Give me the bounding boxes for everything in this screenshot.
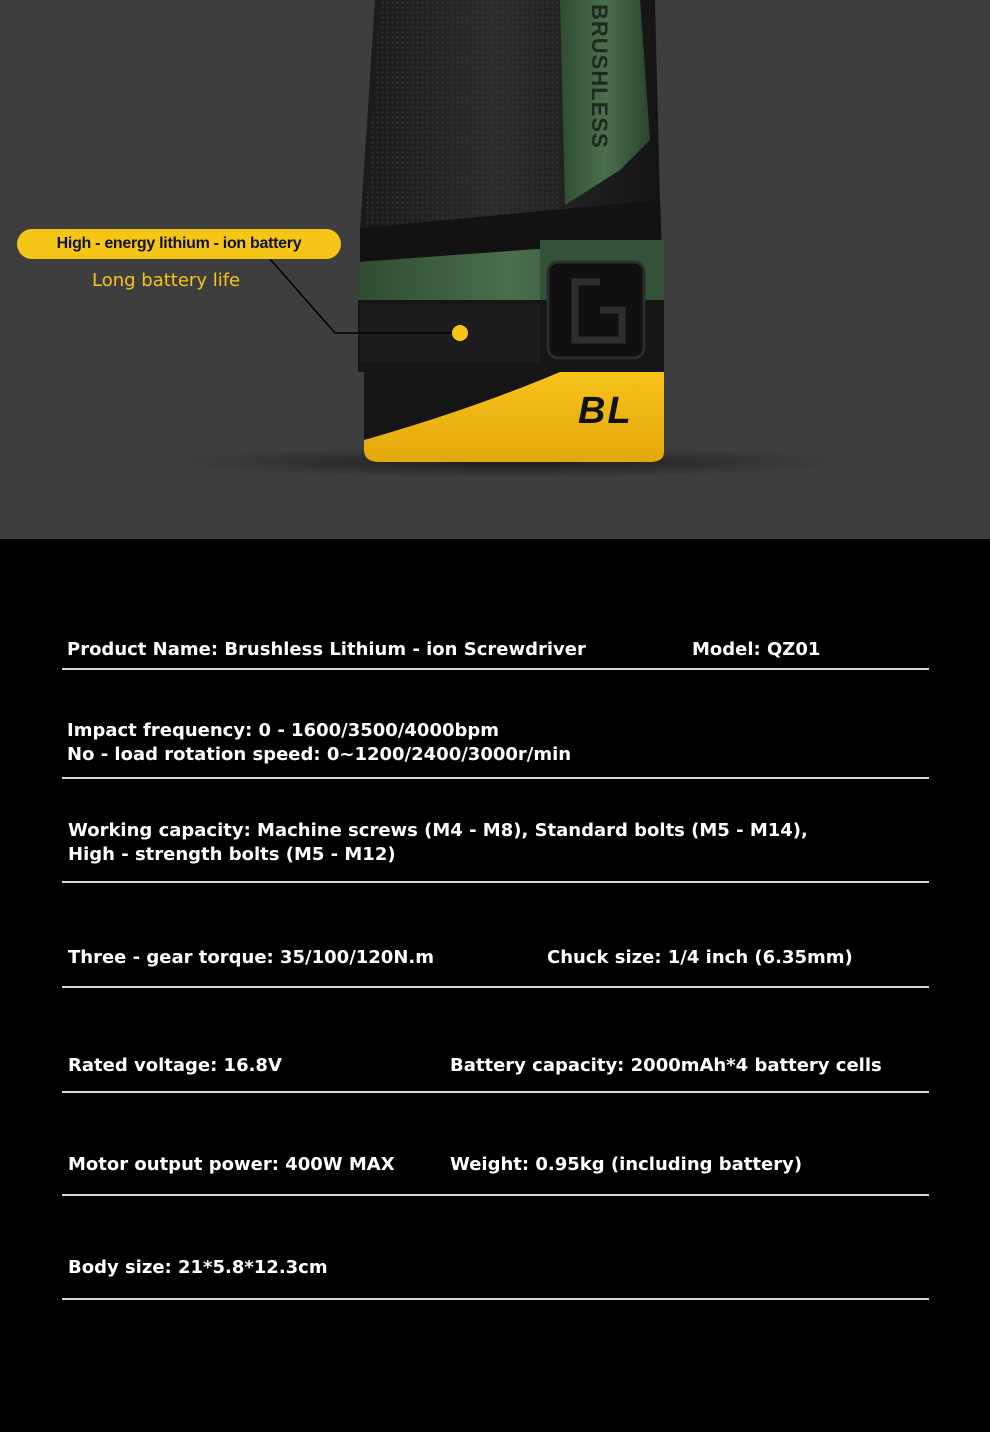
spec-working-capacity-cont: High - strength bolts (M5 - M12) <box>68 844 396 865</box>
spec-row <box>62 1093 929 1196</box>
spec-rotation-speed: No - load rotation speed: 0~1200/2400/3000r/min <box>67 744 572 765</box>
bl-badge: BL <box>578 390 633 432</box>
brushless-brand-text: BRUSHLESS <box>587 4 612 149</box>
spec-row <box>62 779 929 883</box>
spec-motor-power: Motor output power: 400W MAX <box>68 1154 395 1175</box>
hero-banner <box>0 0 990 539</box>
spec-row <box>62 539 929 670</box>
spec-row <box>62 670 929 779</box>
spec-body-size: Body size: 21*5.8*12.3cm <box>68 1257 328 1278</box>
spec-product-name: Product Name: Brushless Lithium - ion Screwdriver <box>67 639 586 660</box>
spec-battery-capacity: Battery capacity: 2000mAh*4 battery cells <box>450 1055 882 1076</box>
spec-row <box>62 1196 929 1300</box>
spec-torque: Three - gear torque: 35/100/120N.m <box>68 947 434 968</box>
spec-row <box>62 883 929 988</box>
battery-callout-label: High - energy lithium - ion battery <box>17 229 341 259</box>
spec-model: Model: QZ01 <box>692 639 821 660</box>
battery-callout-subtitle: Long battery life <box>92 270 241 291</box>
spec-weight: Weight: 0.95kg (including battery) <box>450 1154 803 1175</box>
spec-chuck-size: Chuck size: 1/4 inch (6.35mm) <box>547 947 853 968</box>
spec-impact-frequency: Impact frequency: 0 - 1600/3500/4000bpm <box>67 720 500 741</box>
spec-working-capacity: Working capacity: Machine screws (M4 - M8), Standard bolts (M5 - M14), <box>68 820 808 841</box>
spec-rated-voltage: Rated voltage: 16.8V <box>68 1055 282 1076</box>
spec-row <box>62 988 929 1093</box>
